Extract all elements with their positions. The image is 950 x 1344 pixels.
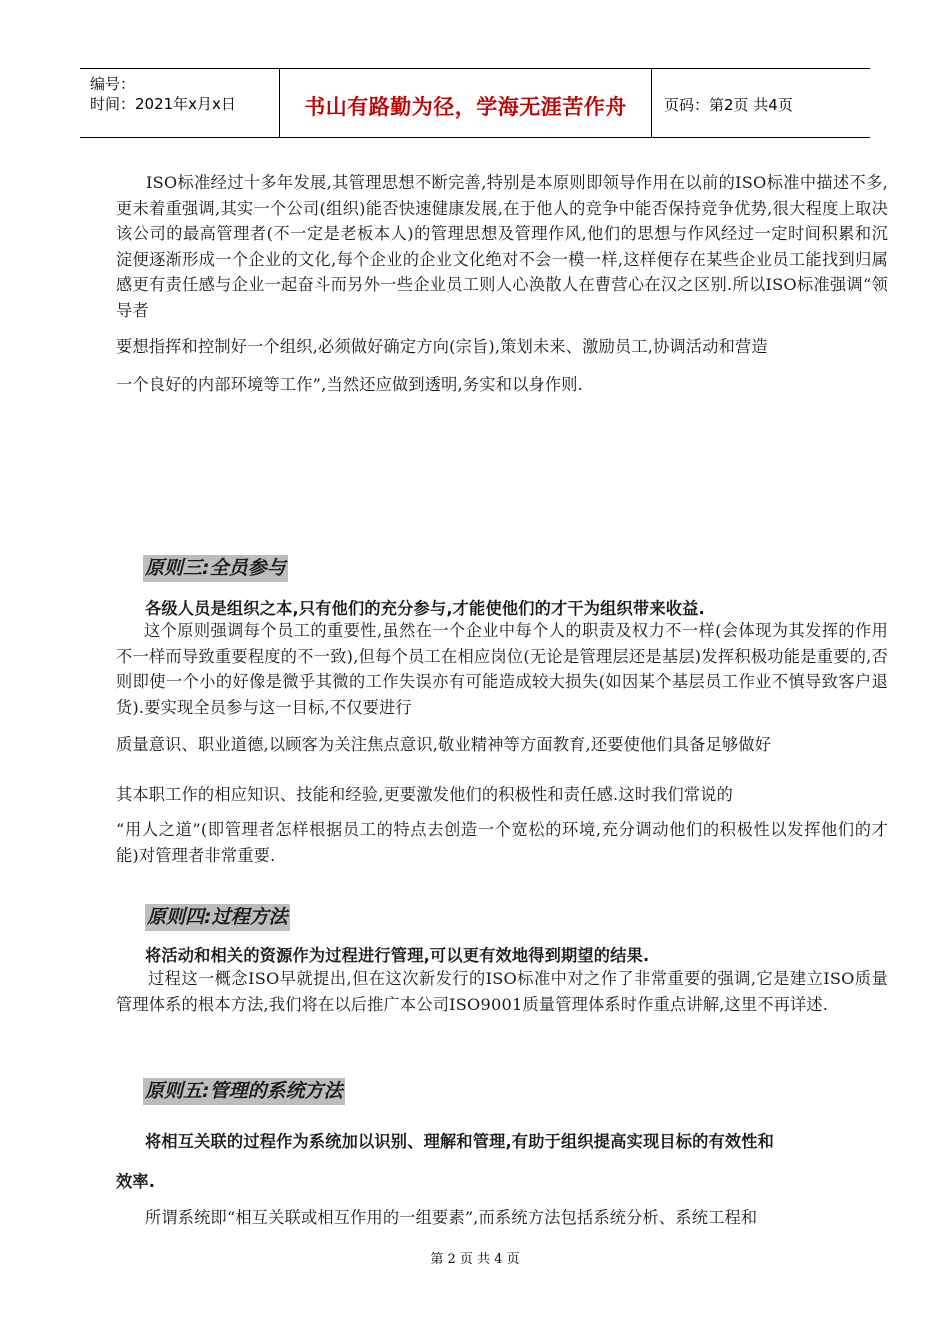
intro-paragraph: ISO标准经过十多年发展,其管理思想不断完善,特别是本原则即领导作用在以前的ISO标准中描述不多,更未着重强调,其实一个公司(组织)能否快速健康发展,在于他人的竞争中能否保持竞争优势,很大程度上取决该公司的最高管理者(不一定是老板本人)的管理思想及管理作风,他们的思想与作风经过一定时间积累和沉淀便逐渐形成一个企业的文化,每个企业的企业文化绝对不会一模一样,这样便存在某些企业员工能找到归属感更有责任感与企业一起奋斗而另外一些企业员工则人心涣散人在曹营心在汉之区别.所以ISO标准强调“领导者 (116, 173, 888, 320)
intro-paragraph-line-3: 一个良好的内部环境等工作”,当然还应做到透明,务实和以身作则. (116, 375, 583, 394)
principle-3-paragraph-2: “用人之道”(即管理者怎样根据员工的特点去创造一个宽松的环境,充分调动他们的积极性以发挥他们的才能)对管理者非常重要. (116, 820, 888, 865)
principle-3-paragraph: 这个原则强调每个员工的重要性,虽然在一个企业中每个人的职责及权力不一样(会体现为其发挥的作用不一样而导致重要程度的不一致),但每个员工在相应岗位(无论是管理层还是基层)发挥积极功能是重要的,否则即使一个小的好像是微乎其微的工作失误亦有可能造成较大损失(如因某个基层员工作业不慎导致客户退货).要实现全员参与这一目标,不仅要进行 (116, 621, 888, 717)
principle-4-statement: 将活动和相关的资源作为过程进行管理,可以更有效地得到期望的结果. (145, 946, 650, 965)
section-heading-principle-5: 原则五:管理的系统方法 (143, 1078, 345, 1105)
principle-4-paragraph: 过程这一概念ISO早就提出,但在这次新发行的ISO标准中对之作了非常重要的强调,它是建立ISO质量管理体系的根本方法,我们将在以后推广本公司ISO9001质量管理体系时作重点讲解,这里不再详述. (116, 969, 888, 1014)
document-number-label: 编号： (90, 75, 136, 93)
intro-paragraph-line-2: 要想指挥和控制好一个组织,必须做好确定方向(宗旨),策划未来、激励员工,协调活动和营造 (116, 337, 768, 356)
page-header (80, 68, 870, 138)
document-date-label: 时间：2021年x月x日 (90, 95, 236, 113)
principle-5-statement-line-1: 将相互关联的过程作为系统加以识别、理解和管理,有助于组织提高实现目标的有效性和 (145, 1132, 775, 1151)
principle-5-statement-line-2: 效率. (116, 1172, 156, 1191)
page-footer: 第 2 页 共 4 页 (430, 1252, 520, 1267)
header-page-number: 页码：第2页 共4页 (664, 96, 793, 114)
section-heading-principle-4: 原则四:过程方法 (145, 904, 290, 931)
header-motto: 书山有路勤为径，学海无涯苦作舟 (304, 95, 627, 119)
header-info-cell (80, 69, 280, 137)
section-heading-principle-3: 原则三:全员参与 (143, 555, 288, 582)
header-page-cell (652, 69, 870, 137)
principle-3-statement: 各级人员是组织之本,只有他们的充分参与,才能使他们的才干为组织带来收益. (145, 599, 705, 618)
principle-3-line-2: 质量意识、职业道德,以顾客为关注焦点意识,敬业精神等方面教育,还要使他们具备足够做好 (116, 735, 772, 754)
principle-3-line-3: 其本职工作的相应知识、技能和经验,更要激发他们的积极性和责任感.这时我们常说的 (116, 785, 734, 804)
principle-5-line: 所谓系统即“相互关联或相互作用的一组要素”,而系统方法包括系统分析、系统工程和 (145, 1208, 758, 1227)
header-motto-cell (280, 69, 652, 137)
